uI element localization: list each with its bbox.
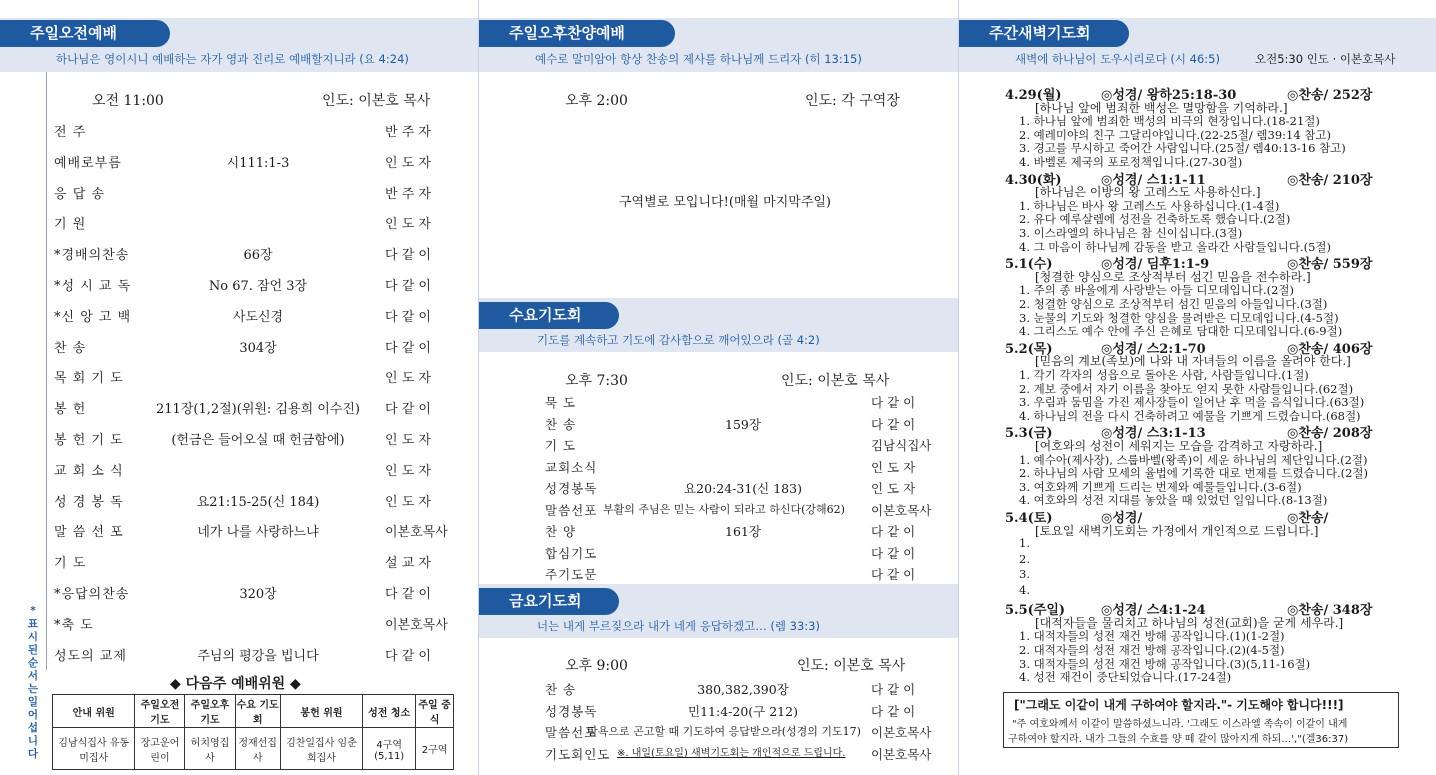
committee-header: 수요 기도회: [235, 695, 280, 728]
order-item-name: *응답의찬송: [54, 587, 130, 602]
other-services-section: [478, 0, 958, 775]
day-point: 2. 청결한 양심으로 조상적부터 섬긴 믿음의 아들입니다.(3절): [1019, 297, 1328, 311]
order-item-person: 다 같 이: [871, 524, 916, 539]
order-item-content: 380,382,390장: [697, 682, 789, 697]
order-item-person: 이본호목사: [871, 502, 932, 518]
day-date: 5.3(금): [1005, 426, 1053, 442]
service-time: 오후 9:00: [565, 658, 628, 674]
quote-body-line: "주 여호와께서 이같이 말씀하셨느니라. '그래도 이스라엘 족속이 이같이 내게: [1012, 719, 1348, 730]
order-item-content: 320장: [239, 587, 277, 602]
day-theme: [하나님은 이방의 왕 고레스도 사용하신다.]: [1035, 185, 1261, 200]
section-title: 주일오후찬양예배: [479, 20, 675, 47]
day-point: 2. 대적자들의 성전 재건 방해 공작입니다.(2)(4-5절): [1019, 643, 1285, 657]
committee-member: 허치영집사: [185, 728, 235, 770]
order-item-content: 요21:15-25(신 184): [196, 494, 320, 510]
section-title: 주일오전예배: [0, 20, 170, 47]
order-item-name: 기 도: [54, 556, 87, 572]
committee-member: 김찬일집사 임춘희집사: [280, 728, 362, 770]
day-point: 1. 예수아(제사장), 스룹바벨(왕족)이 세운 하나님의 제단입니다.(2절): [1019, 452, 1368, 467]
section-verse: 하나님은 영이시니 예배하는 자가 영과 진리로 예배할지니라 (요 4:24): [56, 52, 409, 66]
order-item-person: 다 같 이: [385, 279, 431, 294]
order-item-content: 탐욕으로 곤고할 때 기도하여 응답받으라(성경의 기도17): [587, 725, 861, 738]
order-item-content: 시111:1-3: [226, 155, 290, 171]
service-time: 오후 7:30: [565, 373, 628, 389]
order-item-name: 기도회인도: [545, 746, 611, 762]
order-item-content: No 67. 잠언 3장: [208, 279, 308, 294]
day-point: 3. 경고를 무시하고 죽어간 사람입니다.(25절/ 렘40:13-16 참고): [1019, 141, 1346, 156]
order-item-person: 이본호목사: [385, 617, 448, 633]
order-item-name: 기 원: [54, 217, 87, 233]
day-point: 3. 여호와께 기쁘게 드리는 번제와 예물들입니다.(3-6절): [1019, 479, 1302, 494]
order-item-person: 다 같 이: [385, 340, 431, 356]
day-point: 1. 각기 각자의 성읍으로 돌아온 사람, 사람들입니다.(1절): [1019, 368, 1309, 382]
order-item-name: 봉 헌 기 도: [54, 433, 124, 448]
committee-member: 정재선집사: [235, 728, 280, 770]
section-verse: 너는 내게 부르짖으라 내가 네게 응답하겠고… (렘 33:3): [537, 619, 820, 633]
order-item-person: 다 같 이: [385, 648, 431, 664]
day-point: 4. 바벨론 제국의 포로정책입니다.(27-30절): [1019, 155, 1243, 169]
day-date: 5.4(토): [1005, 511, 1053, 526]
order-item-person: 인 도 자: [385, 433, 431, 448]
order-item-content: 네가 나를 사랑하느냐: [197, 525, 319, 541]
section-verse: 새벽에 하나님이 도우시리로다 (시 46:5): [1015, 52, 1220, 66]
order-item-person: 인 도 자: [871, 459, 916, 475]
order-item-name: 응 답 송: [54, 186, 105, 202]
day-bible: ◎성경/ 스2:1-70: [1101, 341, 1206, 357]
day-hymn: ◎찬송/: [1287, 511, 1329, 526]
order-item-person: 이본호목사: [871, 746, 932, 762]
service-leader: 인도: 이본호 목사: [322, 93, 431, 109]
order-item-person: 다 같 이: [871, 416, 916, 432]
order-item-person: 설 교 자: [385, 556, 431, 572]
order-item-content: 부활의 주님은 믿는 사람이 되라고 하신다(강해62): [603, 502, 845, 516]
order-item-name: 묵 도: [545, 395, 577, 410]
day-bible: ◎성경/ 스3:1-13: [1101, 426, 1206, 442]
order-item-name: 말 씀 선 포: [54, 525, 124, 541]
dawn-prayer-section: [958, 0, 1436, 775]
order-item-person: 인 도 자: [385, 217, 431, 233]
order-item-name: 찬 양: [545, 524, 577, 539]
order-item-person: 김남식집사: [871, 438, 932, 453]
order-item-content: 요20:24-31(신 183): [684, 481, 802, 496]
order-item-content: 159장: [725, 416, 761, 432]
day-point: 2. 예레미야의 친구 그달리야입니다.(22-25절/ 렘39:14 참고): [1019, 127, 1332, 142]
day-bible: ◎성경/: [1101, 511, 1143, 526]
committee-member: 장고운어린이: [135, 728, 185, 770]
committee-member: 4구역(5,11): [363, 728, 416, 770]
order-item-person: 다 같 이: [871, 395, 916, 410]
order-item-name: 성도의 교제: [54, 648, 127, 664]
order-item-person: 반 주 자: [385, 186, 431, 202]
day-point: 4. 하나님의 전을 다시 건축하려고 예물을 기쁘게 드렸습니다.(68절): [1019, 408, 1361, 423]
day-date: 5.1(수): [1005, 257, 1053, 273]
order-item-person: 인 도 자: [871, 481, 916, 496]
day-point: 3.: [1019, 567, 1030, 582]
day-point: 4. 성전 재건이 중단되었습니다.(17-24절): [1019, 670, 1232, 685]
order-item-content: 주님의 평강을 빕니다: [197, 648, 319, 664]
order-item-content: (헌금은 들어오실 때 헌금함에): [171, 433, 345, 448]
order-item-person: 인 도 자: [385, 494, 431, 510]
order-item-person: 인 도 자: [385, 463, 431, 479]
standing-note: *표시된 순서는 일어섭니다: [27, 605, 39, 760]
order-item-name: 성경봉독: [545, 481, 598, 496]
order-item-name: 교 회 소 식: [54, 463, 124, 479]
order-item-name: 찬 송: [54, 340, 87, 356]
day-bible: ◎성경/ 스4:1-24: [1101, 603, 1206, 619]
day-hymn: ◎찬송/ 559장: [1287, 257, 1373, 273]
service-leader: 인도: 이본호 목사: [781, 373, 890, 389]
day-hymn: ◎찬송/ 252장: [1287, 88, 1373, 103]
day-point: 1. 하나님은 바사 왕 고레스도 사용하십니다.(1-4절): [1019, 198, 1280, 213]
day-theme: [믿음의 계보(족보)에 나와 내 자녀들의 이름을 올려야 한다.]: [1035, 354, 1351, 369]
day-hymn: ◎찬송/ 348장: [1287, 603, 1373, 619]
order-item-person: 다 같 이: [871, 545, 916, 561]
order-item-person: 반 주 자: [385, 125, 431, 140]
service-time: 오전 11:00: [92, 93, 164, 109]
order-item-name: 전 주: [54, 125, 87, 140]
quote-title: ["그래도 이같이 내게 구하여야 할지라."- 기도해야 합니다!!!]: [1014, 698, 1344, 712]
order-item-name: 말씀선포: [545, 502, 598, 518]
day-theme: [여호와의 성전이 세워지는 모습을 감격하고 자랑하라.]: [1035, 439, 1323, 453]
sunday-morning-section: [0, 0, 478, 775]
order-item-name: 성 경 봉 독: [54, 494, 124, 510]
day-point: 2.: [1019, 551, 1030, 566]
order-item-person: 다 같 이: [871, 682, 916, 697]
divider: [46, 72, 47, 670]
committee-title: ◆ 다음주 예배위원 ◆: [170, 676, 301, 692]
order-item-person: 다 같 이: [385, 587, 431, 602]
order-item-name: 주기도문: [545, 567, 598, 582]
day-point: 2. 계보 중에서 자기 이름을 찾아도 얻지 못한 사람들입니다.(62절): [1019, 381, 1354, 396]
day-point: 1.: [1019, 536, 1030, 551]
order-item-content: 민11:4-20(구 212): [688, 703, 798, 719]
order-item-person: 다 같 이: [871, 567, 916, 582]
day-date: 4.29(월): [1005, 88, 1062, 103]
afternoon-note: 구역별로 모입니다!(매월 마지막주일): [619, 195, 832, 210]
committee-member: 2구역: [416, 728, 454, 770]
day-point: 1. 대적자들의 성전 재건 방해 공작입니다.(1)(1-2절): [1019, 629, 1285, 644]
order-item-name: 교회소식: [545, 459, 598, 475]
section-verse: 기도를 계속하고 기도에 감사함으로 깨어있으라 (골 4:2): [537, 333, 820, 347]
order-item-person: 다 같 이: [385, 309, 431, 325]
service-time: 오후 2:00: [565, 93, 628, 109]
order-item-person: 이본호목사: [385, 525, 448, 541]
day-bible: ◎성경/ 스1:1-11: [1101, 172, 1206, 188]
order-item-name: *경배의찬송: [54, 248, 130, 264]
service-leader: 인도: 각 구역장: [805, 93, 900, 109]
day-point: 4. 그 마음이 하나님께 감동을 받고 올라간 사람들입니다.(5절): [1019, 239, 1332, 254]
order-item-name: *축 도: [54, 617, 94, 633]
committee-header: 안내 위원: [53, 695, 135, 728]
day-point: 4.: [1019, 582, 1030, 597]
order-item-person: 다 같 이: [871, 703, 916, 719]
day-point: 4. 여호와의 성전 지대를 놓았을 때 있었던 일입니다.(8-13절): [1019, 493, 1328, 508]
section-title: 금요기도회: [479, 588, 619, 615]
day-date: 4.30(화): [1005, 172, 1062, 188]
committee-member: 김남식집사 유동미집사: [53, 728, 135, 770]
order-item-name: 목 회 기 도: [54, 371, 124, 387]
committee-table: [52, 694, 454, 770]
section-title: 주간새벽기도회: [959, 20, 1129, 47]
day-bible: ◎성경/ 딤후1:1-9: [1101, 257, 1210, 273]
quote-box: [1003, 692, 1399, 748]
day-point: 2. 유다 예루살렘에 성전을 건축하도록 했습니다.(2절): [1019, 212, 1291, 227]
order-item-person: 이본호목사: [871, 725, 932, 740]
section-verse: 예수로 말미암아 항상 찬송의 제사를 하나님께 드리자 (히 13:15): [535, 52, 862, 66]
day-theme: [하나님 앞에 범죄한 백성은 멸망함을 기억하라.]: [1035, 100, 1288, 115]
day-point: 1. 주의 종 바울에게 사랑받는 아들 디모데입니다.(2절): [1019, 283, 1295, 298]
committee-header: 주일 중식: [416, 695, 454, 728]
order-item-name: 합심기도: [545, 545, 598, 561]
day-date: 5.5(주일): [1005, 603, 1066, 619]
day-date: 5.2(목): [1005, 341, 1053, 357]
order-item-content: 211장(1,2절)(위원: 김용희 이수진): [156, 402, 360, 418]
day-point: 3. 우림과 둠밈을 가진 제사장들이 일어난 후 먹을 음식입니다.(63절): [1019, 395, 1365, 410]
order-item-name: 기 도: [545, 438, 577, 453]
order-item-content: 304장: [239, 340, 277, 356]
order-item-name: 찬 송: [545, 682, 577, 697]
day-point: 3. 눈물의 기도와 청결한 양심을 물려받은 디모데입니다.(4-5절): [1019, 310, 1339, 325]
day-theme: [토요일 새벽기도회는 가정에서 개인적으로 드립니다.]: [1035, 523, 1319, 538]
order-item-name: 찬 송: [545, 416, 577, 432]
friday-footnote: ※. 내일(토요일) 새벽기도회는 개인적으로 드립니다.: [617, 748, 846, 759]
order-item-person: 인 도 자: [385, 155, 431, 171]
committee-header: 봉헌 위원: [280, 695, 362, 728]
order-item-name: 성경봉독: [545, 703, 598, 719]
order-item-name: *성 시 교 독: [54, 279, 132, 294]
order-item-person: 다 같 이: [385, 248, 431, 264]
order-item-content: 161장: [725, 524, 761, 539]
day-theme: [청결한 양심으로 조상적부터 섬긴 믿음을 전수하라.]: [1035, 269, 1311, 284]
committee-header: 주일오후기도: [185, 695, 235, 728]
quote-body-line: 구하여야 할지라. 내가 그들의 수효를 양 떼 같이 많아지게 하되…',"(겔36:37): [1008, 734, 1349, 745]
day-point: 4. 그리스도 예수 안에 주신 은혜로 담대한 디모데입니다.(6-9절): [1019, 324, 1343, 339]
committee-header: 주일오전기도: [135, 695, 185, 728]
order-item-content: 사도신경: [232, 309, 284, 325]
section-title: 수요기도회: [479, 302, 619, 329]
committee-header: 성전 청소: [363, 695, 416, 728]
order-item-name: 봉 헌: [54, 402, 87, 418]
order-item-name: 말씀선포: [545, 725, 598, 740]
day-point: 3. 대적자들의 성전 재건 방해 공작입니다.(3)(5,11-16절): [1019, 656, 1311, 671]
day-hymn: ◎찬송/ 210장: [1287, 172, 1373, 188]
dawn-time-leader: 오전5:30 인도 · 이본호목사: [1255, 52, 1396, 66]
order-item-name: 예배로부름: [54, 155, 122, 171]
order-item-content: 66장: [243, 248, 273, 264]
order-item-name: *신 앙 고 백: [54, 309, 132, 325]
day-point: 3. 이스라엘의 하나님은 참 신이십니다.(3절): [1019, 226, 1243, 240]
order-item-person: 다 같 이: [385, 402, 431, 418]
day-hymn: ◎찬송/ 406장: [1287, 341, 1373, 357]
day-point: 2. 하나님의 사람 모세의 율법에 기록한 대로 번제를 드렸습니다.(2절): [1019, 466, 1368, 481]
day-point: 1. 하나님 앞에 범죄한 백성의 비극의 현장입니다.(18-21절): [1019, 114, 1320, 129]
order-item-person: 인 도 자: [385, 371, 431, 387]
day-hymn: ◎찬송/ 208장: [1287, 426, 1373, 442]
day-theme: [대적자들을 물리치고 하나님의 성전(교회)을 굳게 세우라.]: [1035, 615, 1344, 630]
service-leader: 인도: 이본호 목사: [797, 658, 906, 674]
day-bible: ◎성경/ 왕하25:18-30: [1101, 88, 1237, 103]
